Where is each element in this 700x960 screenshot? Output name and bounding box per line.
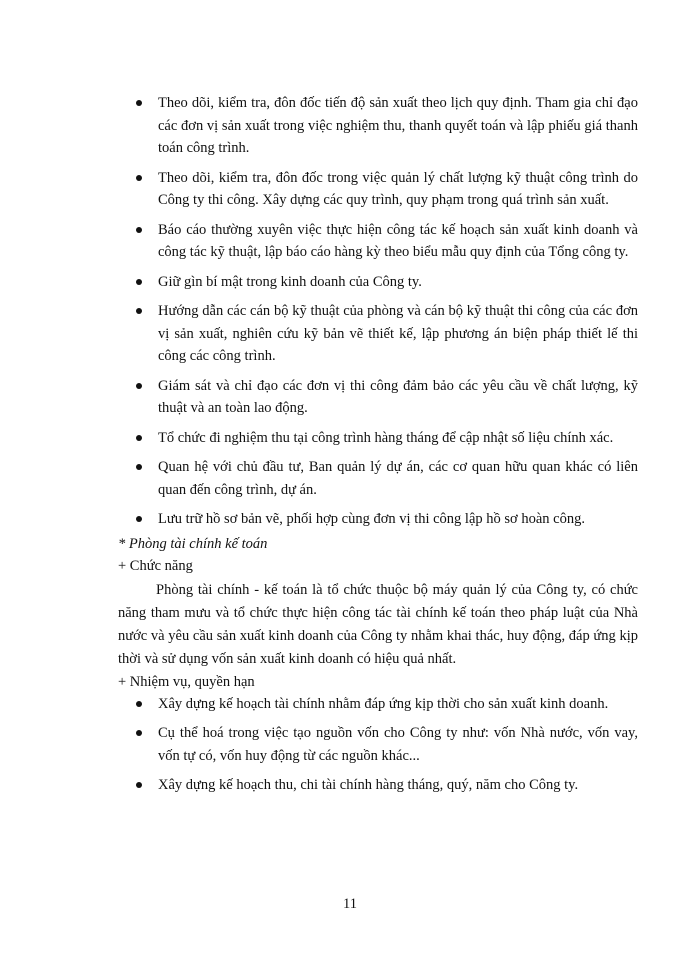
duty-label: + Nhiệm vụ, quyền hạn [118,673,255,690]
bullet-icon [136,279,142,285]
section-heading: * Phòng tài chính kế toán [118,535,268,552]
list-item: Tổ chức đi nghiệm thu tại công trình hàng tháng để cập nhật số liệu chính xác. [118,427,638,450]
bullet-icon [136,782,142,788]
bullet-icon [136,464,142,470]
list-item: Xây dựng kế hoạch thu, chi tài chính hàng tháng, quý, năm cho Công ty. [118,774,638,797]
list-item: Báo cáo thường xuyên việc thực hiện công tác kế hoạch sản xuất kinh doanh và công tác kỹ thuật, lập báo cáo hàng kỳ theo biểu mẫu quy định của Tổng công ty. [118,219,638,264]
list-item: Giám sát và chỉ đạo các đơn vị thi công đảm bảo các yêu cầu về chất lượng, kỹ thuật và an toàn lao động. [118,375,638,420]
bullet-icon [136,701,142,707]
duty-list-finance [118,693,638,797]
bullet-icon [136,383,142,389]
page-content [118,92,638,804]
list-item: Quan hệ với chủ đầu tư, Ban quản lý dự án, các cơ quan hữu quan khác có liên quan đến công trình, dự án. [118,456,638,501]
bullet-icon [136,516,142,522]
list-item: Xây dựng kế hoạch tài chính nhằm đáp ứng kịp thời cho sản xuất kinh doanh. [118,693,638,716]
function-paragraph: Phòng tài chính - kế toán là tổ chức thuộc bộ máy quản lý của Công ty, có chức năng tham mưu và tổ chức thực hiện công tác tài chính kế toán theo pháp luật của Nhà nước và yêu cầu sản xuất kinh doanh của Công ty nhằm khai thác, huy động, đáp ứng kịp thời và sử dụng vốn sản xuất kinh doanh có hiệu quả nhất. [118,581,638,667]
list-item: Theo dõi, kiểm tra, đôn đốc tiến độ sản xuất theo lịch quy định. Tham gia chỉ đạo các đơn vị sản xuất trong việc nghiệm thu, thanh quyết toán và lập phiếu giá thanh toán công trình. [118,92,638,160]
bullet-icon [136,100,142,106]
bullet-icon [136,175,142,181]
list-item: Giữ gìn bí mật trong kinh doanh của Công ty. [118,271,638,294]
function-label: + Chức năng [118,557,193,574]
list-item: Cụ thể hoá trong việc tạo nguồn vốn cho Công ty như: vốn Nhà nước, vốn vay, vốn tự có, vốn huy động từ các nguồn khác... [118,722,638,767]
duty-list-technical [118,92,638,531]
bullet-icon [136,308,142,314]
page-number: 11 [343,896,357,912]
list-item: Lưu trữ hồ sơ bản vẽ, phối hợp cùng đơn vị thi công lập hồ sơ hoàn công. [118,508,638,531]
bullet-icon [136,730,142,736]
bullet-icon [136,435,142,441]
bullet-icon [136,227,142,233]
list-item: Theo dõi, kiểm tra, đôn đốc trong việc quản lý chất lượng kỹ thuật công trình do Công ty thi công. Xây dựng các quy trình, quy phạm trong quá trình sản xuất. [118,167,638,212]
list-item: Hướng dẫn các cán bộ kỹ thuật của phòng và cán bộ kỹ thuật thi công của các đơn vị sản xuất, nghiên cứu kỹ bản vẽ thiết kế, lập phương án biện pháp thiết lế thi công các công trình. [118,300,638,368]
